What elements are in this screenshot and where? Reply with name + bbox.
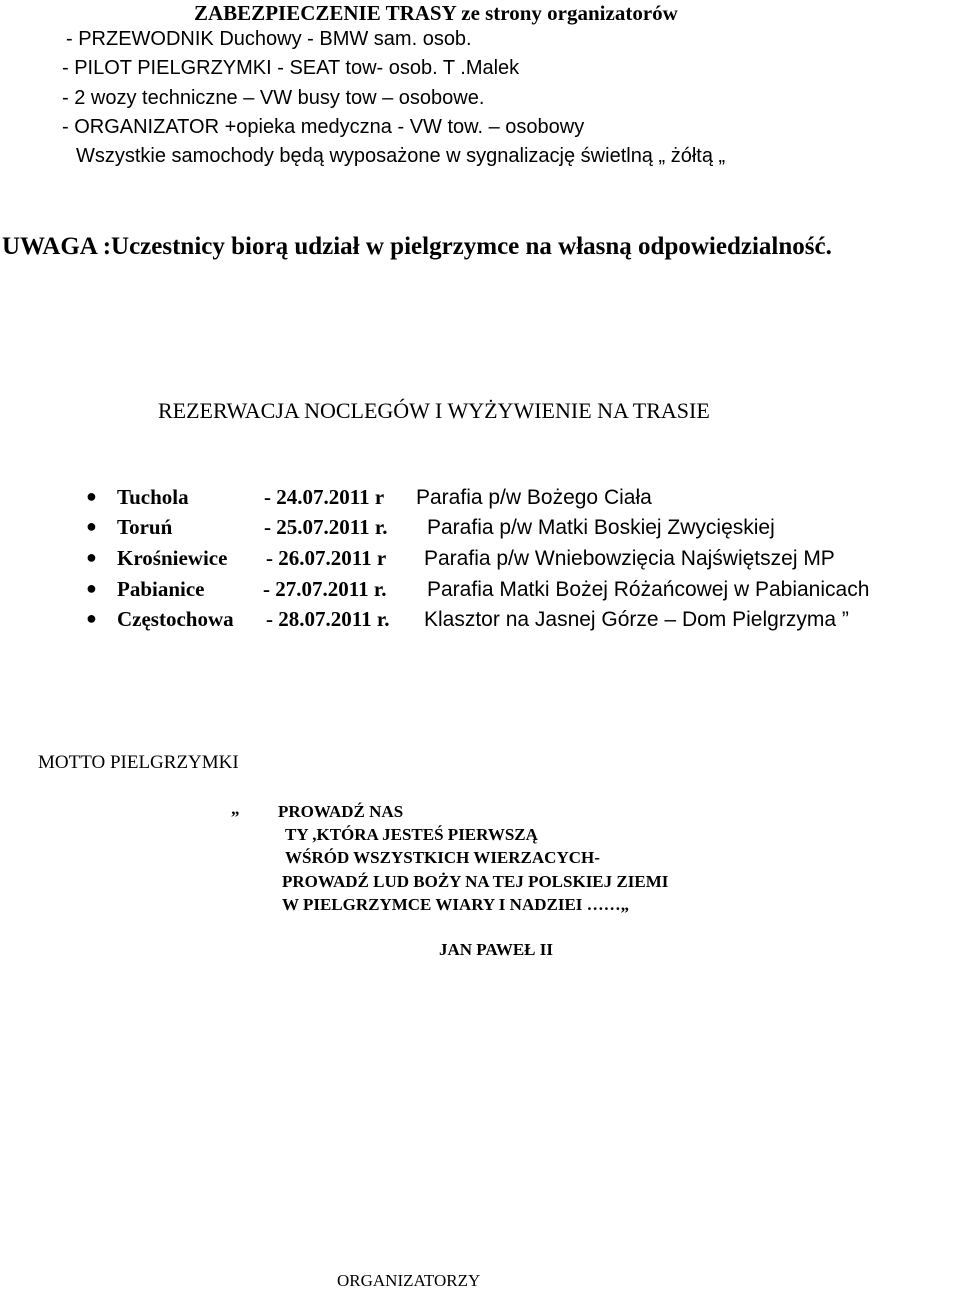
motto-line: PROWADŹ LUD BOŻY NA TEJ POLSKIEJ ZIEMI bbox=[282, 872, 669, 891]
footer-organizers: ORGANIZATORZY bbox=[337, 1271, 481, 1290]
motto-line: W PIELGRZYMCE WIARY I NADZIEI ……„ bbox=[282, 895, 630, 914]
bullet-icon: ● bbox=[86, 486, 97, 506]
stop-place: Parafia p/w Bożego Ciała bbox=[416, 486, 652, 509]
stop-place: Klasztor na Jasnej Górze – Dom Pielgrzyma ” bbox=[424, 608, 849, 631]
stop-date: - 28.07.2011 r. bbox=[266, 607, 390, 631]
security-line-organizer: - ORGANIZATOR +opieka medyczna - VW tow. – osobowy bbox=[62, 116, 585, 138]
list-item bbox=[0, 517, 960, 541]
list-item bbox=[0, 609, 960, 633]
stop-city: Krośniewice bbox=[117, 546, 228, 570]
security-line-guide: - PRZEWODNIK Duchowy - BMW sam. osob. bbox=[66, 28, 472, 50]
list-item bbox=[0, 579, 960, 603]
motto-title: MOTTO PIELGRZYMKI bbox=[38, 752, 239, 773]
stop-city: Tuchola bbox=[117, 485, 189, 509]
security-line-tech-vehicles: - 2 wozy techniczne – VW busy tow – osobowe. bbox=[62, 87, 485, 109]
stop-city: Pabianice bbox=[117, 577, 205, 601]
bullet-icon: ● bbox=[86, 578, 97, 598]
motto-line: TY ,KTÓRA JESTEŚ PIERWSZĄ bbox=[285, 825, 538, 844]
motto-line: PROWADŹ NAS bbox=[278, 802, 404, 821]
motto-author: JAN PAWEŁ II bbox=[439, 940, 553, 959]
list-item bbox=[0, 548, 960, 572]
list-item bbox=[0, 487, 960, 511]
stop-place: Parafia p/w Wniebowzięcia Najświętszej MP bbox=[424, 547, 835, 570]
bullet-icon: ● bbox=[86, 608, 97, 628]
stop-date: - 25.07.2011 r. bbox=[264, 515, 388, 539]
security-line-pilot: - PILOT PIELGRZYMKI - SEAT tow- osob. T .Malek bbox=[62, 57, 520, 79]
motto-open-quote: „ bbox=[231, 799, 240, 818]
bullet-icon: ● bbox=[86, 516, 97, 536]
security-line-signalling: Wszystkie samochody będą wyposażone w sygnalizację świetlną „ żółtą „ bbox=[76, 145, 726, 167]
stop-date: - 26.07.2011 r bbox=[266, 546, 387, 570]
bullet-icon: ● bbox=[86, 547, 97, 567]
stop-city: Częstochowa bbox=[117, 607, 234, 631]
stop-city: Toruń bbox=[117, 515, 173, 539]
security-title: ZABEZPIECZENIE TRASY ze strony organizatorów bbox=[194, 1, 678, 25]
participation-warning: UWAGA :Uczestnicy biorą udział w pielgrzymce na własną odpowiedzialność. bbox=[2, 233, 832, 260]
stop-date: - 27.07.2011 r. bbox=[263, 577, 387, 601]
stop-date: - 24.07.2011 r bbox=[264, 485, 385, 509]
motto-line: WŚRÓD WSZYSTKICH WIERZACYCH- bbox=[285, 848, 600, 867]
stop-place: Parafia p/w Matki Boskiej Zwycięskiej bbox=[427, 516, 775, 539]
reservation-title: REZERWACJA NOCLEGÓW I WYŻYWIENIE NA TRASIE bbox=[158, 398, 710, 423]
stop-place: Parafia Matki Bożej Różańcowej w Pabianicach bbox=[427, 578, 870, 601]
